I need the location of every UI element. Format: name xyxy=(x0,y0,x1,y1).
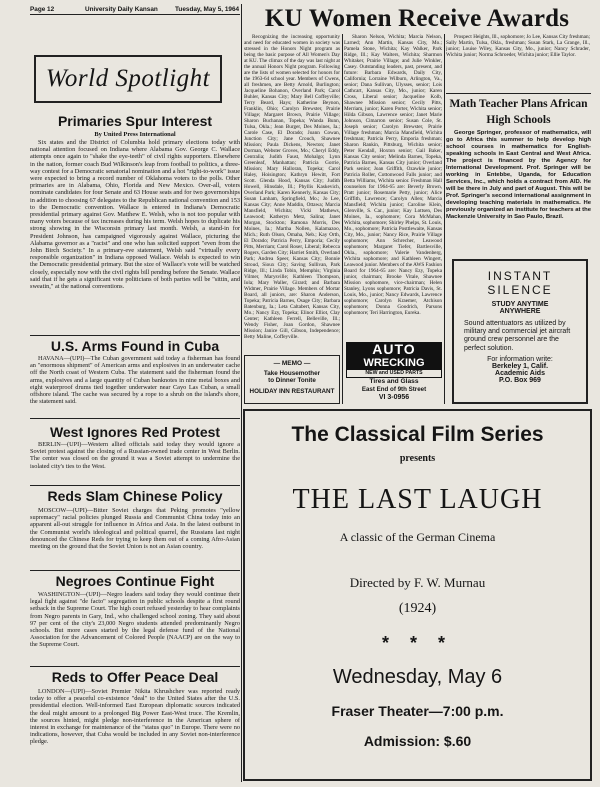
ad-line: SILENCE xyxy=(487,283,553,297)
film-stars: * * * xyxy=(381,633,454,653)
story-divider xyxy=(30,418,240,419)
spotlight-title: World Spotlight xyxy=(45,65,211,92)
ad-address: Academic Aids xyxy=(495,369,545,377)
film-series: The Classical Film Series xyxy=(291,423,544,446)
story-headline: West Ignores Red Protest xyxy=(49,424,221,440)
ad-line: ANYWHERE xyxy=(499,308,541,315)
awards-column-1: Recognizing the increasing opportunity and need for educated women in society was stressed in the Honors Night program as being the basic purpose of All Women's Day at KU. The climax of the day was last night at the annual Honors Night program. Following are the lists of women selected for honors for the 1963-64 school year. Members of Cwens, all freshmen, are Betty Arnold, Burlington; Jacqueline Bohanon, Overland Park; Carol Buhler, Kansas City; Mary Bell Coffeyville; Terry Beard, Hays; Katherine Beynon, Franklin, Ohio; Carolyn Brewster, Prairie Village; Margaret Brown, Prairie Village; Sharon Buchanan, Topeka; Wanda Bunn, Tulsa, Okla.; Jean Burger, Des Moines, Ia.; Carole Case, El Dorado; Joann Cowan, Junction City; Jane Crouch, Shawnee Mission; Paula Dickens, Newton; Janet Dorman, Webster Groves, Mo.; Cheryl Eddy, Centralia; Judith Faust, Mohalgo; Lynn Greenleaf, Manhattan; Patricia Gorrie, Mission; Mary Halloran, Topeka; Carol Haley, Hoisington; Kathryn Hewitt, Fort Scott. Glenda Hood, Kansas City; Judith Howell, Hinsdale, Ill.; Phyllis Kaskevich, Overland Park; Karen Kennerly, Kansas City; Susan Lanham, Springfield, Mo.; Jo Lee, Kansas City; Anne Maddin, Ottawa; Marcia Mansfield, Wichita; Vicki Mathews, Leawood; Katheryn Metz, Salina; Janet Morgan, Stockton; Ramona Morris, Des Moines, Ia.; Martha Nollen, Kalamazoo, Mich.; Ruth Olson, Omaha, Neb.; Kay Orth, El Dorado; Patricia Perry, Emporia; Cecily Pitts, Merriam; Carol Roser, Liberal; Rebecca Rogers, Garden City; Harriet Smith, Overland Park; Andrea Speer, Kansas City; Bonnie Stroud, Sioux City; Saving Sullivan, Park Ridge, Ill.; Linda Tobin, Memphis; Virginia Vilmer, Marysville; Kathleen Thompson, Iola; Mary Waller, Girard; and Barbara Widmer, Prairie Village. Members of Mortar Board, all juniors, are: Sharon Anderson, Topeka; Patricia Barnes, Osage City; Barbara Batenburg, Ia.; Leta Caltabert, Kansas City, Mo.; Nancy Ezy, Topeka; Elinor Elliot, Clay Center; Kathleen Ferrell, Belleville, Ill.; Wendy Fisher, Joan Gordon, Shawnee Mission; Janice Gill, Gibson, Independence; Betty Maline, Coffeyville. xyxy=(244,34,340,340)
masthead-rule xyxy=(30,14,240,15)
ad-address: Berkeley 1, Calif. xyxy=(491,362,549,370)
story-body: Six states and the District of Columbia hold primary elections today with national attention focused on Indiana where Alabama Gov. George C. Wallace attempts once again to "shake the eye-teeth" of civil rights supporters. Elsewhere in the nation, former coach Bud Wilkinson's leap from football to politics, a three-way contest for a Democratic senatorial nomination and a hot "right-to-work" issue were expected to bring a record number of Oklahoma voters to the polls. Other primaries are in Alabama, Ohio, Florida and New Mexico. Over-all, voters nominate candidates for four Senate and 63 House seats and for two governorships in addition to choosing 67 delegates to the Republican national convention and 153 to the Democratic convention. Wallace is entered in Indiana's Democratic presidential primary against Gov. Matthew E. Welsh, who is not too popular with many voters because of tax increases during his term. Welsh hopes to duplicate his strong showing in the Wisconsin primary last month. Welsh, a stand-in for President Johnson, has campaigned vigorously against Wallace, picturing the Alabama governor as a "racist" and one who has solicited support "even from the John Birch Society." In a primary-eve statement, Welsh said "virtually every responsible organization" in Indiana opposed Wallace. Welsh is expected to win the Democratic presidential primary. But the size of Wallace's vote will be watched closely, especially now with the civil rights bill pending before the Senate. Wallace said that if he gets a significant vote politicians of both parties will be "sittin, and sweatin," at the national conventions. xyxy=(30,139,240,291)
math-headline: Math Teacher Plans African High Schools xyxy=(449,98,588,126)
auto-phone: VI 3-0956 xyxy=(378,393,410,401)
story-headline: Reds to Offer Peace Deal xyxy=(51,669,219,685)
film-subtitle: A classic of the German Cinema xyxy=(339,530,496,544)
film-director: Directed by F. W. Murnau xyxy=(349,575,486,590)
ad-address: P.O. Box 969 xyxy=(499,376,541,384)
film-venue: Fraser Theater—7:00 p.m. xyxy=(331,703,504,719)
auto-line1: AUTO xyxy=(346,342,442,357)
paper-name: University Daily Kansan xyxy=(85,6,158,13)
film-date: Wednesday, May 6 xyxy=(332,666,503,688)
story-body: WASHINGTON—(UPI)—Negro leaders said today they would continue their legal fight against "de facto" segregation in public schools despite a first round setback in the Supreme Court. The high court refused yesterday to hear complaints from Negro parents in Gary, Ind., who challenged school zoning. They said about 97 per cent of the city's 23,000 Negro students attended predominantly Negro schools. But more cases started by the legal defense fund of the National Association for the Advancement of Colored People (NAACP) are on the way to the Supreme Court. xyxy=(30,591,240,649)
ad-body: Sound attentuators as utilized by military and commercial jet aircraft ground crew personnel are the perfect solution. xyxy=(464,320,571,352)
ad-info: For information write: xyxy=(487,355,553,363)
story-body: MOSCOW—(UPI)—Bitter Soviet charges that Peking promotes "yellow supremacy" racial policies plunged Russia and Communist China today into an apparent all-out struggle for influence in Africa and Asia. In the latest outburst in the Communist world's ideological and political quarrel, the Russians last night denounced the Chinese Reds for trying to keep them out of a coming Afro-Asian meeting on the ground that the Soviet Union is not an Asian country. xyxy=(30,507,240,551)
awards-column-2: Sharon Nelson, Wichita; Marcia Nelson, Larned; Ann Martin, Kansas City, Mo.; Pamela Stone, Wichita; Kay Walker, Park Ridge, Ill.; Kay Walters, Wichita; Sharmon Whitaker, Prairie Village; and Julie Winkler, Casey. Outstanding leaders, past, present, and future: Barbara Edwards, Daily City, California; Lorraine Wilburn, Arlington, Va., senior; Dana Sullivan, Ulysses, senior; Lois Cathcart, Kansas City, Mo., junior; Karen Cross, Liberal senior; Jacqueline Kolb, Shawnee Mission senior; Cecily Pitts, Merriam, junior; Karen Porter, Wichita senior; Hilda Gibson, Lawrence senior; Janet Marie Johnson, Cimarron senior; Susan Cole, St. Joseph senior; Carolyn Brewster, Prairie Village freshman; Marcia Mansfield, Wichita freshman; Patricia Perry, Emporia freshman; Sharon Rankin, Pittsburg, Wichita senior; Peter Kendall, Hoxton senior; Gail Baker, Kansas City senior; Melinda Barnes, Topeka, Patricia Barnes, Kansas City junior; Overland Park senior; Joan Griffith, Ozawkie junior; Patricia Roller, Cottonwood Falls junior; and Betta Williams, Wichita senior. Freshman Hall counselors for 1964-65 are: Beverly Brown, Pratt junior; Rosemarie Petty, junior; Alice Griffith, Lawrence; Carolyn Allen; Marcia Mansfield; Wichita junior; Caroline Klein, Glenville, S. Car., junior; Kay Lottsen, Des Moines, Ia., sophomore; Cora McMahan, Wichita, sophomore; Shirley Phelps, St. Louis, Mo., sophomore; Patricia Posttlewaite, Kansas City, Mo., junior; Nancy Rice, Prairie Village sophomore; Ann Schrecher, Leawood sophomore; Margaret Tiefer, Bartlesville, Okla., sophomore; Valerie Vandenberg, Wichita sophomore; and Kathleen Wingert, Leawood junior. Members of the AWS Fashion Board for 1964-65 are: Nancy Ezy, Topeka junior, chairman; Brooke Vitale, Shawnee Mission sophomore, vice-chairman; Helen Stanley, Lyons sophomore; Patricia Davis, St. Louis, Mo., junior; Nancy Edwards, Lawrence sophomore; Carolyn Kraemer, Atchison sophomore; Donna Goodrich, Parsons sophomore; Teri Harrington, Eureka. xyxy=(344,34,442,316)
auto-badge: NEW and USED PARTS xyxy=(346,369,442,378)
math-rule xyxy=(446,93,591,94)
awards-col-rule xyxy=(444,34,445,404)
spotlight-banner xyxy=(34,55,222,103)
auto-line4: East End of 9th Street xyxy=(361,386,427,393)
film-title: THE LAST LAUGH xyxy=(292,484,543,515)
story-headline: Primaries Spur Interest xyxy=(57,113,213,129)
story-divider xyxy=(30,570,240,571)
awards-col-rule xyxy=(342,34,343,404)
column-separator xyxy=(241,4,242,782)
ad-line: STUDY ANYTIME xyxy=(491,301,549,308)
awards-column-3: Prospect Heights, Ill., sophomore; Jo Lee, Kansas City freshman; Sally Martin, Tulsa, Okla., freshman; Susan Stark, La Grange, Ill., junior; Louise Wiley, Kansas City, Mo., junior; Nancy Schrader, Wichita junior; Norma Schroeder, Wichita junior; Ellie Taylor. xyxy=(446,34,590,58)
story-headline: Negroes Continue Fight xyxy=(55,573,215,589)
page-number: Page 12 xyxy=(30,6,55,13)
story-byline: By United Press International xyxy=(94,131,176,138)
memo-line: to Dinner Tonite xyxy=(268,377,316,384)
instant-silence-ad xyxy=(452,259,588,404)
story-body: HAVANA—(UPI)—The Cuban government said today a fisherman has found an "enormous shipment" of American arms and explosives in an underwater cache off the North coast of Western Cuba. The statement said the fisherman found the arms, explosives and a large quantity of Cuban banknotes in nine metal boxes and eight waterproof drums tied together underwater near Cayo Las Cuban, a small offshore island. The cache was secured by a rope to a shrub on the island's shore, the statement said. xyxy=(30,355,240,406)
film-year: (1924) xyxy=(398,601,437,616)
memo-line: HOLIDAY INN RESTAURANT xyxy=(249,388,335,395)
auto-wrecking-ad xyxy=(346,342,442,404)
story-body: LONDON—(UPI)—Soviet Premier Nikita Khrushchev was reported ready today to offer a peaceful co-existence "deal" to the United States after the U.S. presidential election. Well-informed East European diplomatic sources indicated the deal might amount to a prolonged Big Power East-West truce. The Kremlin, the sources hinted, might pledge non-interference in the American sphere of interest in exchange for maintenance of the "status quo" in Europe. There were no indications, however, that Cuba would be included in any Soviet non-interference pledge. xyxy=(30,688,240,746)
awards-headline: KU Women Receive Awards xyxy=(264,5,570,32)
story-divider xyxy=(30,485,240,486)
story-headline: Reds Slam Chinese Policy xyxy=(47,488,223,504)
story-body: BERLIN—(UPI)—Western allied officials said today they would ignore a Soviet protest against the closing of a Russian-owned trade center in West Berlin. The center was closed on the ground it was a Soviet attempt to undermine the isolated city's ties to the West. xyxy=(30,441,240,470)
issue-date: Tuesday, May 5, 1964 xyxy=(175,6,240,13)
auto-line2: WRECKING xyxy=(346,357,442,369)
memo-title: — MEMO — xyxy=(273,360,311,367)
memo-ad xyxy=(244,355,340,404)
story-headline: U.S. Arms Found in Cuba xyxy=(50,338,220,354)
film-presents: presents xyxy=(399,453,436,464)
math-body: George Springer, professor of mathematics, will go to Africa this summer to help develop high school courses in mathematics for English-speaking schools in East Central and West Africa. The project is financed by the Agency for International Development. Prof. Springer will be working in Entebbe, Uganda, for Education Services, Inc., which holds a contract from AID. He will be there in July and part of August. This will be Prof. Springer's second international assignment in developing teaching materials in mathematics. He previously organized an institute for teachers at the Mackenzie University in Sao Paulo, Brazil. xyxy=(446,130,591,220)
masthead xyxy=(30,4,240,14)
memo-line: Take Housemother xyxy=(263,370,321,377)
story-divider xyxy=(30,335,240,336)
auto-line3: Tires and Glass xyxy=(369,378,419,385)
ad-line: INSTANT xyxy=(487,269,553,283)
story-divider xyxy=(30,666,240,667)
film-admission: Admission: $.60 xyxy=(363,733,472,749)
film-ad xyxy=(243,409,592,781)
